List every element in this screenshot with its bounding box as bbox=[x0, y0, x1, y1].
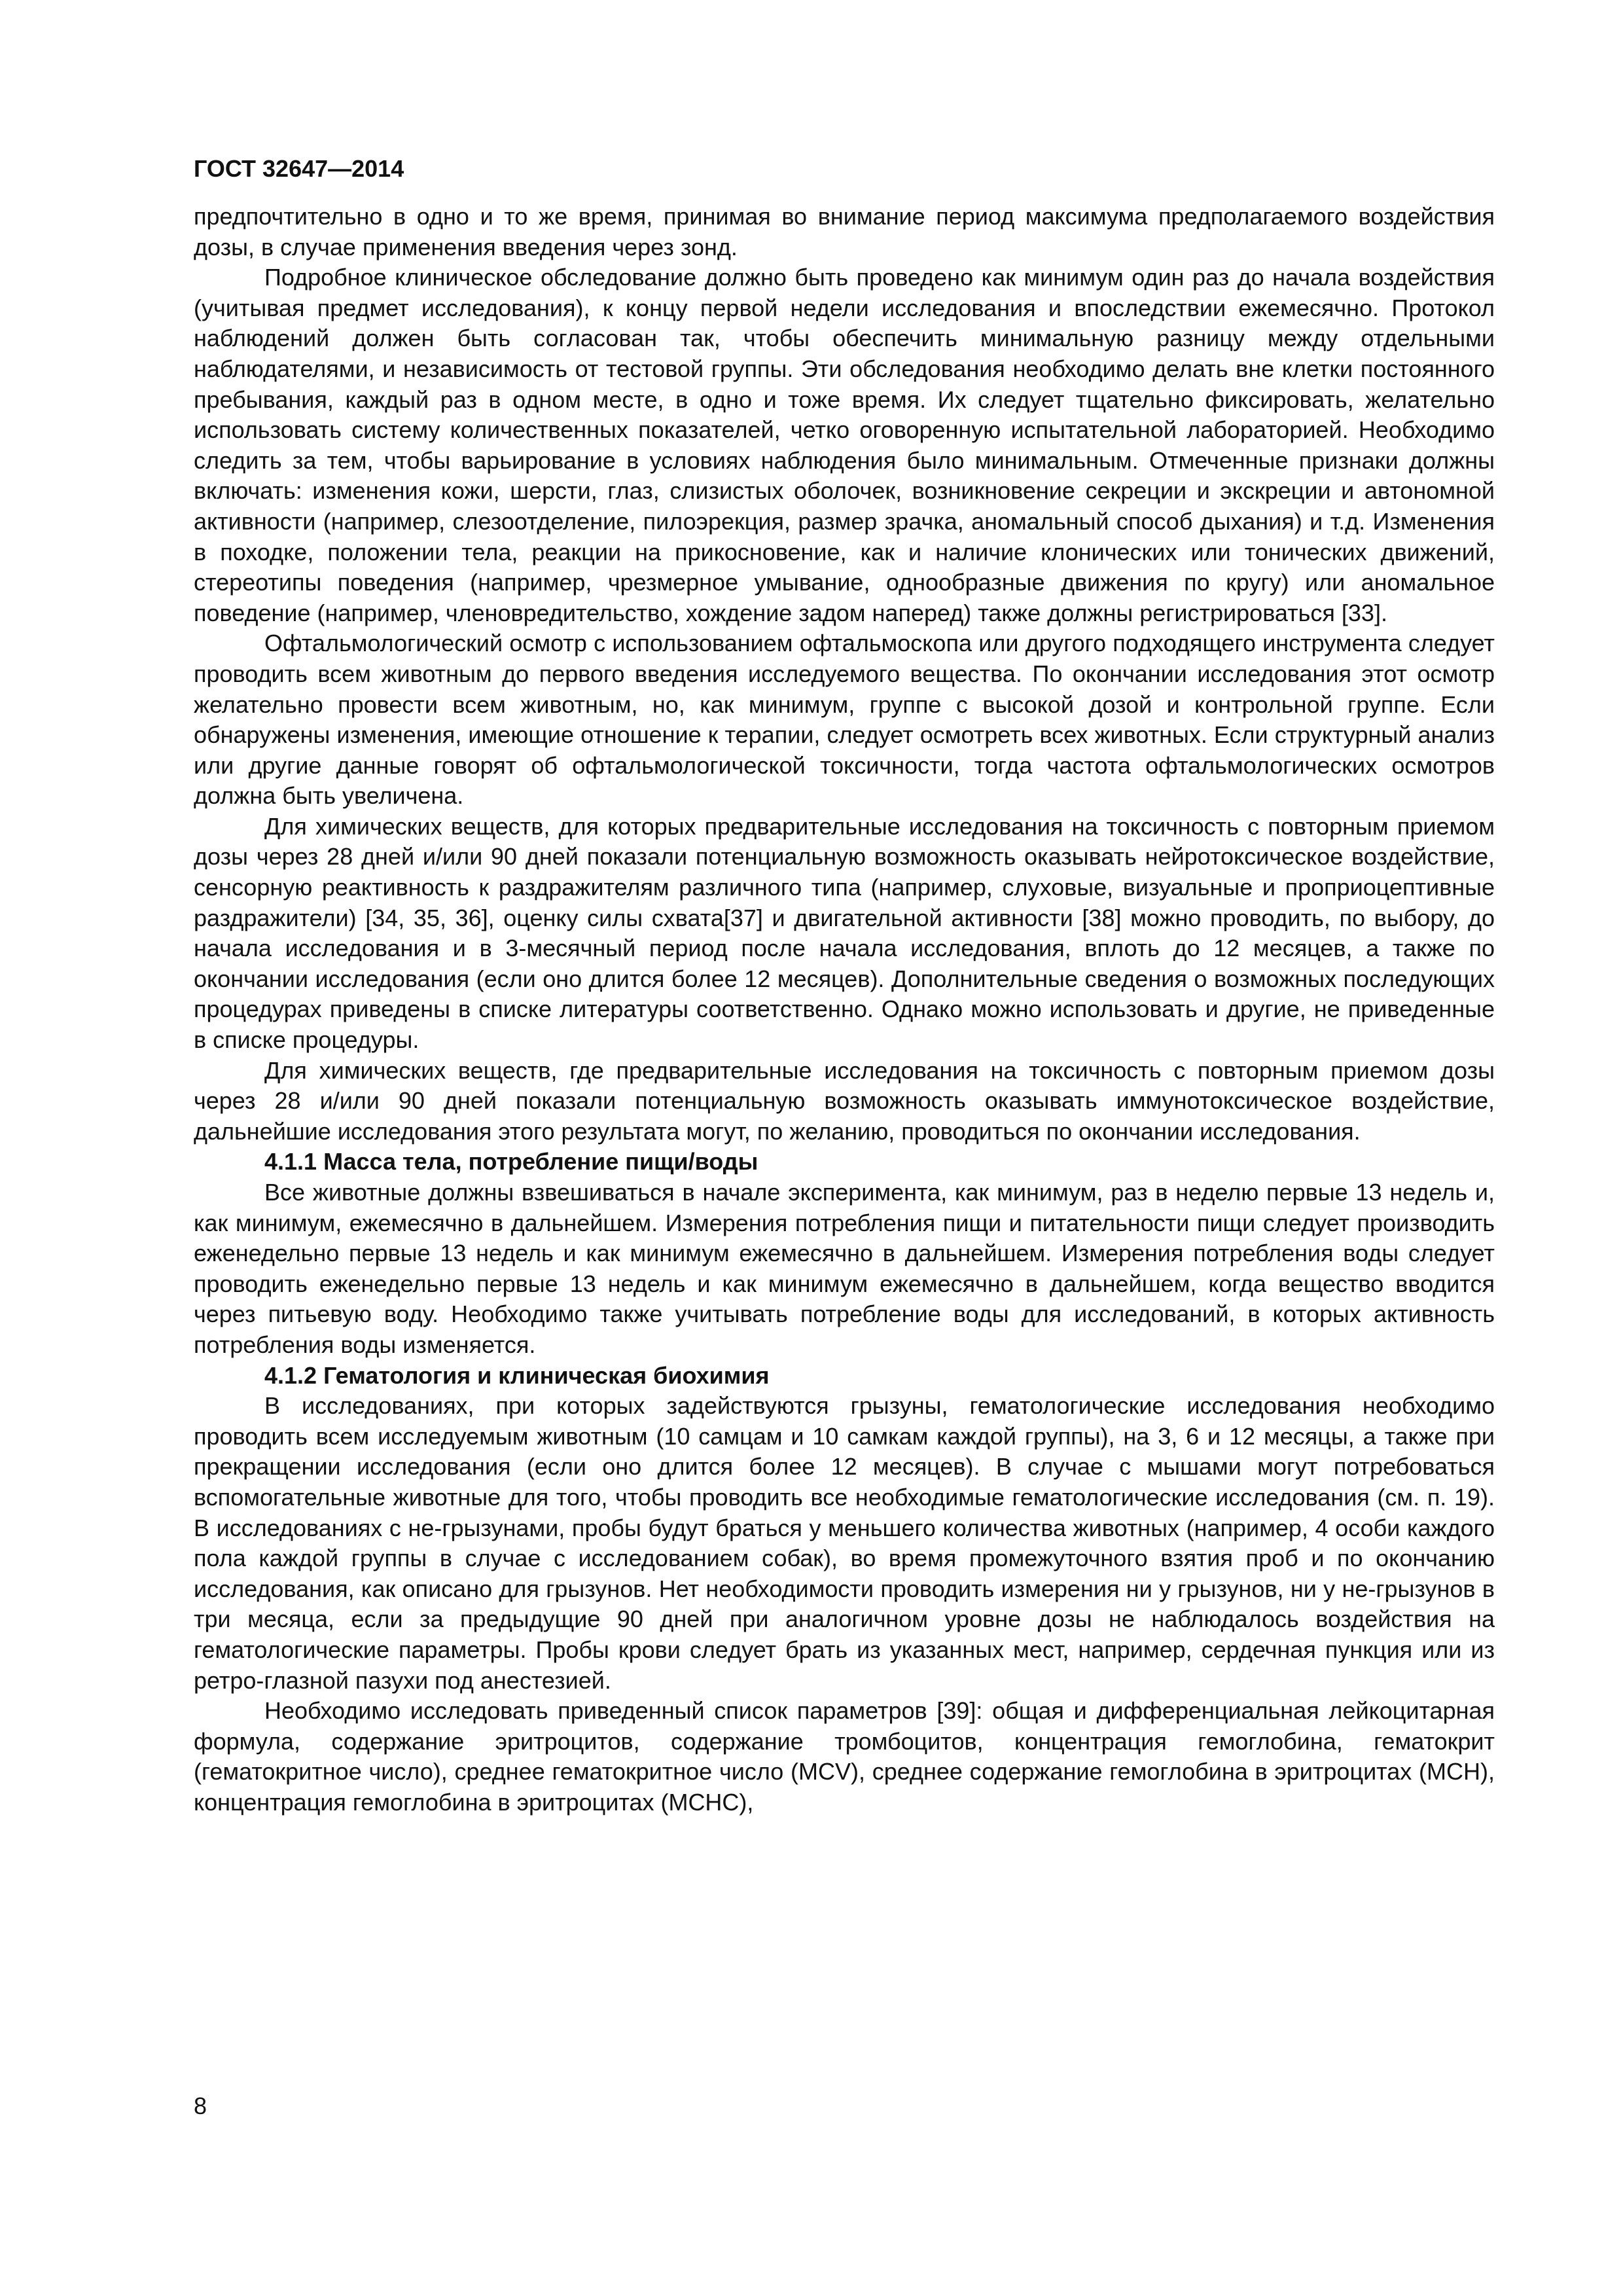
paragraph-clinical-examination: Подробное клиническое обследование должно быть проведено как минимум один раз до начала воздействия (учитывая предмет исследования), к концу первой недели исследования и впоследствии ежемесячно. Протокол наблюдений должен быть согласован так, чтобы обеспечить минимальную разницу между отдельными наблюдателями, и независимость от тестовой группы. Эти обследования необходимо делать вне клетки постоянного пребывания, каждый раз в одном месте, в одно и тоже время. Их следует тщательно фиксировать, желательно использовать систему количественных показателей, четко оговоренную испытательной лабораторией. Необходимо следить за тем, чтобы варьирование в условиях наблюдения было минимальным. Отмеченные признаки должны включать: изменения кожи, шерсти, глаз, слизистых оболочек, возникновение секреции и экскреции и автономной активности (например, слезоотделение, пилоэрекция, размер зрачка, аномальный способ дыхания) и т.д. Изменения в походке, положении тела, реакции на прикосновение, как и наличие клонических или тонических движений, стереотипы поведения (например, чрезмерное умывание, однообразные движения по кругу) или аномальное поведение (например, членовредительство, хождение задом наперед) также должны регистрироваться [33]. bbox=[194, 264, 1495, 626]
page-number: 8 bbox=[194, 2092, 207, 2119]
page-content bbox=[194, 202, 1495, 1818]
paragraph-hematology-parameters: Необходимо исследовать приведенный список параметров [39]: общая и дифференциальная лейкоцитарная формула, содержание эритроцитов, содержание тромбоцитов, концентрация гемоглобина, гематокрит (гематокритное число), среднее гематокритное число (MCV), среднее содержание гемоглобина в эритроцитах (MCH), концентрация гемоглобина в эритроцитах (MCHC), bbox=[194, 1697, 1495, 1816]
paragraph-ophthalmology: Офтальмологический осмотр с использованием офтальмоскопа или другого подходящего инструмента следует проводить всем животным до первого введения исследуемого вещества. По окончании исследования этот осмотр желательно провести всем животным, но, как минимум, группе с высокой дозой и контрольной группе. Если обнаружены изменения, имеющие отношение к терапии, следует осмотреть всех животных. Если структурный анализ или другие данные говорят об офтальмологической токсичности, тогда частота офтальмологических осмотров должна быть увеличена. bbox=[194, 630, 1495, 810]
paragraph-body-weight: Все животные должны взвешиваться в начале эксперимента, как минимум, раз в неделю первые 13 недель и, как минимум, ежемесячно в дальнейшем. Измерения потребления пищи и питательности пищи следует производить еженедельно первые 13 недель и как минимум ежемесячно в дальнейшем. Измерения потребления воды следует проводить еженедельно первые 13 недель и как минимум ежемесячно в дальнейшем, когда вещество вводится через питьевую воду. Необходимо также учитывать потребление воды для исследований, в которых активность потребления воды изменяется. bbox=[194, 1179, 1495, 1358]
document-code-header: ГОСТ 32647—2014 bbox=[194, 155, 404, 182]
paragraph-hematology: В исследованиях, при которых задействуются грызуны, гематологические исследования необходимо проводить всем исследуемым животным (10 самцам и 10 самкам каждой группы), на 3, 6 и 12 месяцы, а также при прекращении исследования (если оно длится более 12 месяцев). В случае с мышами могут потребоваться вспомогательные животные для того, чтобы проводить все необходимые гематологические исследования (см. п. 19). В исследованиях с не-грызунами, пробы будут браться у меньшего количества животных (например, 4 особи каждого пола каждой группы в случае с исследованием собак), во время промежуточного взятия проб и по окончанию исследования, как описано для грызунов. Нет необходимости проводить измерения ни у грызунов, ни у не-грызунов в три месяца, если за предыдущие 90 дней при аналогичном уровне дозы не наблюдалось воздействия на гематологические параметры. Пробы крови следует брать из указанных мест, например, сердечная пункция или из ретро-глазной пазухи под анестезией. bbox=[194, 1392, 1495, 1694]
section-heading-4-1-1: 4.1.1 Масса тела, потребление пищи/воды bbox=[264, 1148, 758, 1175]
section-heading-4-1-2: 4.1.2 Гематология и клиническая биохимия bbox=[264, 1361, 770, 1389]
paragraph-continuation: предпочтительно в одно и то же время, принимая во внимание период максимума предполагаемого воздействия дозы, в случае применения введения через зонд. bbox=[194, 203, 1495, 260]
paragraph-neurotoxicity: Для химических веществ, для которых предварительные исследования на токсичность с повторным приемом дозы через 28 дней и/или 90 дней показали потенциальную возможность оказывать нейротоксическое воздействие, сенсорную реактивность к раздражителям различного типа (например, слуховые, визуальные и проприоцептивные раздражители) [34, 35, 36], оценку силы схвата[37] и двигательной активности [38] можно проводить, по выбору, до начала исследования и в 3-месячный период после начала исследования, вплоть до 12 месяцев, а также по окончании исследования (если оно длится более 12 месяцев). Дополнительные сведения о возможных последующих процедурах приведены в списке литературы соответственно. Однако можно использовать и другие, не приведенные в списке процедуры. bbox=[194, 812, 1495, 1054]
paragraph-immunotoxicity: Для химических веществ, где предварительные исследования на токсичность с повторным приемом дозы через 28 и/или 90 дней показали потенциальную возможность оказывать иммунотоксическое воздействие, дальнейшие исследования этого результата могут, по желанию, проводиться по окончании исследования. bbox=[194, 1056, 1495, 1145]
